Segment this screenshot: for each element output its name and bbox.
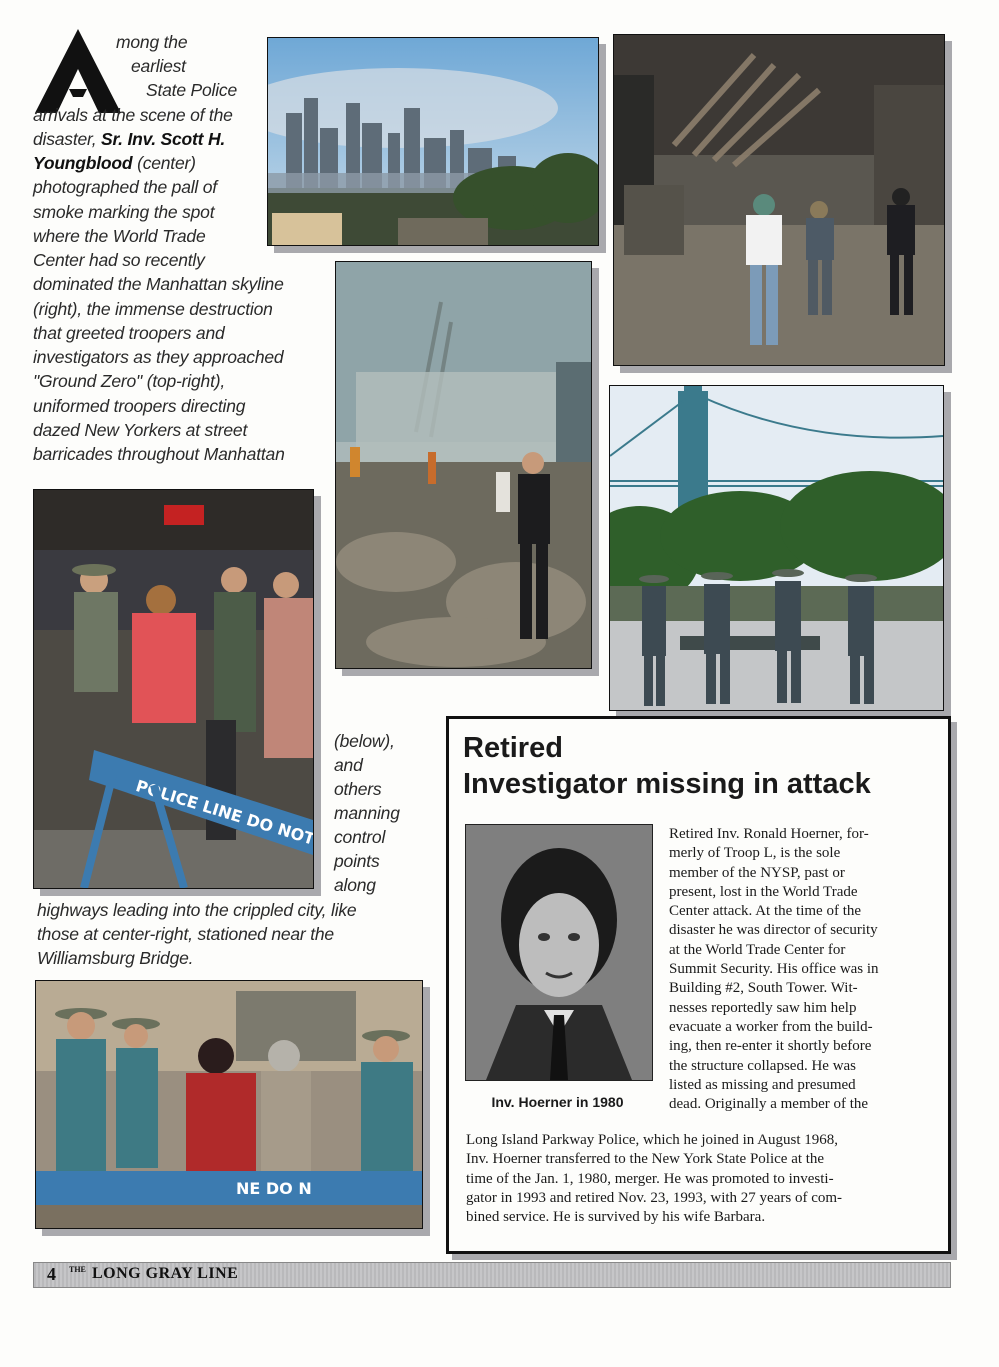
article-headline	[463, 730, 871, 802]
body-line: the structure collapsed. He was	[669, 1057, 857, 1074]
body-line: bined service. He is survived by his wife Barbara.	[466, 1209, 766, 1226]
portrait-caption: Inv. Hoerner in 1980	[491, 1094, 624, 1110]
caption-line: mong the	[116, 32, 188, 52]
masthead-title: LONG GRAY LINE	[92, 1265, 239, 1282]
caption-line: that greeted troopers and	[33, 323, 225, 343]
caption-line: barricades throughout Manhattan	[33, 444, 285, 464]
photo-rubble-field	[335, 261, 592, 669]
caption-line: dominated the Manhattan skyline	[33, 274, 284, 294]
article-body-full	[466, 1131, 842, 1227]
caption-line: others	[334, 779, 382, 799]
barricade-sign-text-bottom: NE DO N	[236, 1179, 312, 1198]
caption-line: smoke marking the spot	[33, 202, 215, 222]
caption-line: points	[334, 851, 380, 871]
caption-line: disaster,	[33, 129, 102, 149]
caption-line: uniformed troopers directing	[33, 396, 246, 416]
body-line: disaster he was director of security	[669, 922, 878, 939]
photo-williamsburg-bridge	[609, 385, 944, 711]
caption-line: manning	[334, 803, 400, 823]
photo-troopers-crowd	[35, 980, 423, 1229]
body-line: nesses reportedly saw him help	[669, 999, 857, 1016]
page-footer	[33, 1262, 951, 1288]
body-line: ing, then re-enter it shortly before	[669, 1038, 872, 1055]
body-line: Long Island Parkway Police, which he joined in August 1968,	[466, 1132, 839, 1148]
caption-line: control	[334, 827, 386, 847]
page-number: 4	[47, 1264, 56, 1284]
caption-line: arrivals at the scene of the	[33, 105, 233, 125]
body-line: Summit Security. His office was in	[669, 961, 879, 978]
body-line: time of the Jan. 1, 1980, merger. He was promoted to investi-	[466, 1170, 834, 1187]
caption-line: where the World Trade	[33, 226, 206, 246]
headline-line-2: Investigator missing in attack	[463, 768, 871, 800]
caption-line: Williamsburg Bridge.	[37, 948, 194, 968]
caption-line: dazed New Yorkers at street	[33, 420, 248, 440]
body-line: evacuate a worker from the build-	[669, 1018, 873, 1035]
photo-hoerner-portrait	[465, 824, 653, 1081]
caption-line: highways leading into the crippled city, like	[37, 900, 357, 920]
caption-line: (center)	[132, 153, 196, 173]
caption-line: (right), the immense destruction	[33, 299, 273, 319]
caption-line: and	[334, 755, 363, 775]
masthead-the: THE	[69, 1265, 86, 1274]
caption-line: earliest	[131, 56, 186, 76]
caption-line: Center had so recently	[33, 250, 205, 270]
body-line: at the World Trade Center for	[669, 941, 846, 958]
caption-line: those at center-right, stationed near the	[37, 924, 334, 944]
body-line: Center attack. At the time of the	[669, 903, 862, 920]
caption-line: photographed the pall of	[33, 177, 217, 197]
article-body-right	[669, 825, 879, 1114]
headline-line-1: Retired	[463, 732, 563, 764]
body-line: member of the NYSP, past or	[669, 864, 845, 881]
caption-line: "Ground Zero" (top-right),	[33, 371, 226, 391]
photo-ground-zero	[613, 34, 945, 366]
body-line: merly of Troop L, is the sole	[669, 845, 841, 862]
youngblood-name-cont: Youngblood	[33, 153, 133, 173]
body-line: dead. Originally a member of the	[669, 1096, 869, 1113]
caption-line: (below),	[334, 731, 395, 751]
body-line: Building #2, South Tower. Wit-	[669, 980, 858, 997]
caption-line: along	[334, 875, 376, 895]
youngblood-name: Sr. Inv. Scott H.	[101, 129, 226, 149]
caption-line: investigators as they approached	[33, 347, 284, 367]
caption-line: State Police	[146, 80, 237, 100]
body-line: present, lost in the World Trade	[669, 883, 858, 900]
body-line: listed as missing and presumed	[669, 1076, 856, 1093]
photo-street-barricade	[33, 489, 314, 889]
body-line: gator in 1993 and retired Nov. 23, 1993, with 27 years of com-	[466, 1189, 843, 1206]
body-line: Inv. Hoerner transferred to the New York State Police at the	[466, 1151, 825, 1168]
body-line: Retired Inv. Ronald Hoerner, for-	[669, 826, 869, 842]
photo-manhattan-skyline	[267, 37, 599, 246]
